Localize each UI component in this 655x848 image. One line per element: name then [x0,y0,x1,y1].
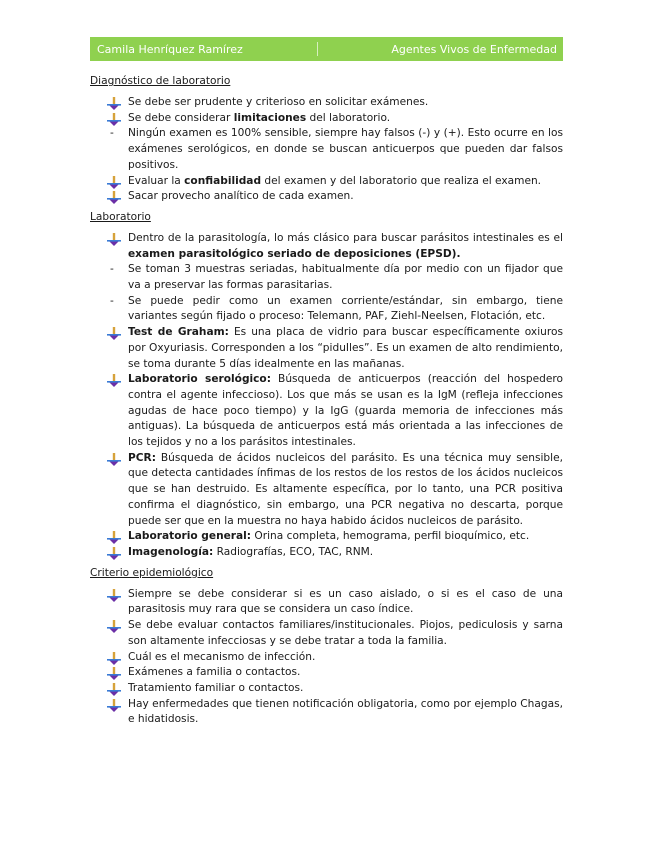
item-bold-term: PCR: [128,451,156,464]
list-item [90,231,563,262]
list-item [90,587,563,618]
item-text: Se toman 3 muestras seriadas, habitualmente día por medio con un fijador que va a preservar las formas parasitarias. [128,263,563,292]
arrow-down-bullet-icon [107,698,121,712]
list-item [90,697,563,728]
section-heading: Laboratorio [90,210,151,223]
item-text: Tratamiento familiar o contactos. [128,681,304,694]
list-item [90,618,563,649]
item-text: Se puede pedir como un examen corriente/estándar, sin embargo, tiene variantes según fijado o proceso: Telemann, PAF, Ziehl-Neelsen, Flotación, etc. [128,294,563,323]
arrow-down-bullet-icon [107,232,121,246]
item-bold-term: examen parasitológico seriado de deposiciones (EPSD). [128,247,461,260]
list-item [90,189,563,205]
dash-bullet: - [110,263,114,276]
item-text: Es una placa de vidrio para buscar específicamente oxiuros por Oxyuriasis. Corresponden a los “piduIles”. Es un examen de alto rendimiento, se toma durante 5 días idealmente en las mañanas. [128,326,563,370]
item-text: Orina completa, hemograma, perfil bioquímico, etc. [251,530,530,543]
list-item [90,681,563,697]
arrow-down-bullet-icon [107,175,121,189]
arrow-down-bullet-icon [107,112,121,126]
item-bold-term: Laboratorio serológico: [128,373,271,386]
arrow-down-bullet-icon [107,190,121,204]
item-bold-term: Imagenología: [128,545,214,558]
arrow-down-bullet-icon [107,619,121,633]
list-item [90,262,563,293]
item-text: Dentro de la parasitología, lo más clásico para buscar parásitos intestinales es el [128,231,563,244]
list-item [90,111,563,127]
bullet-list [90,231,563,561]
arrow-down-bullet-icon [107,326,121,340]
list-item [90,665,563,681]
dash-bullet: - [110,127,114,140]
dash-bullet: - [110,294,114,307]
section-heading: Criterio epidemiológico [90,566,214,579]
arrow-down-bullet-icon [107,682,121,696]
document-body [90,74,563,733]
list-item [90,451,563,530]
header-author: Camila Henríquez Ramírez [97,42,243,56]
header-title: Agentes Vivos de Enfermedad [391,42,557,56]
list-item [90,294,563,325]
list-item [90,545,563,561]
arrow-down-bullet-icon [107,546,121,560]
section-heading: Diagnóstico de laboratorio [90,75,231,87]
arrow-down-bullet-icon [107,666,121,680]
item-text: del examen y del laboratorio que realiza el examen. [261,174,542,187]
list-item [90,126,563,173]
item-text: Se debe evaluar contactos familiares/institucionales. Piojos, pediculosis y sarna son altamente infecciosas y se debe tratar a toda la familia. [128,619,563,647]
bullet-list [90,587,563,728]
item-bold-term: Laboratorio general: [128,530,252,543]
item-text: Evaluar la [128,174,185,187]
arrow-down-bullet-icon [107,452,121,466]
header-divider [317,42,318,56]
page-header [90,37,563,61]
item-text: Búsqueda de ácidos nucleicos del parásito. Es una técnica muy sensible, que detecta cantidades ínfimas de los restos de los restos de los ácidos nucleicos que se han destruido. Es altamente específica, por lo tanto, una PCR positiva confirma el diagnóstico, sin embargo, una PCR negativa no descarta, porque puede ser que en la muestra no haya habido ácidos nucleicos de parásito. [128,451,563,527]
item-text: Sacar provecho analítico de cada examen. [128,190,354,203]
arrow-down-bullet-icon [107,530,121,544]
item-text: Cuál es el mecanismo de infección. [128,650,316,663]
item-text: Se debe ser prudente y criterioso en solicitar exámenes. [128,96,429,108]
list-item [90,529,563,545]
list-item [90,372,563,451]
item-bold-term: Test de Graham: [128,326,229,339]
bullet-list [90,95,563,205]
list-item [90,95,563,111]
item-text: Búsqueda de anticuerpos (reacción del hospedero contra el agente infeccioso). Los que más se usan es la IgM (refleja infecciones agudas de hace poco tiempo) y la IgG (guarda memoria de infecciones más antiguas). La búsqueda de anticuerpos está más orientada a las infecciones de los tejidos y no a los parásitos intestinales. [128,373,563,449]
item-text: Ningún examen es 100% sensible, siempre hay falsos (-) y (+). Esto ocurre en los exámenes serológicos, en donde se buscan anticuerpos que pueden dar falsos positivos. [128,127,563,171]
list-item [90,174,563,190]
item-text: Radiografías, ECO, TAC, RNM. [213,545,374,558]
list-item [90,325,563,372]
item-text: Se debe considerar [128,111,234,124]
item-text: Hay enfermedades que tienen notificación obligatoria, como por ejemplo Chagas, e hidatidosis. [128,697,563,726]
item-bold-term: confiabilidad [184,174,262,187]
item-bold-term: limitaciones [233,111,307,124]
item-text: Siempre se debe considerar si es un caso aislado, o si es el caso de una parasitosis muy rara que se considera un caso índice. [128,587,563,616]
arrow-down-bullet-icon [107,96,121,110]
arrow-down-bullet-icon [107,651,121,665]
list-item [90,650,563,666]
arrow-down-bullet-icon [107,373,121,387]
item-text: del laboratorio. [306,111,391,124]
arrow-down-bullet-icon [107,588,121,602]
item-text: Exámenes a familia o contactos. [128,666,301,679]
